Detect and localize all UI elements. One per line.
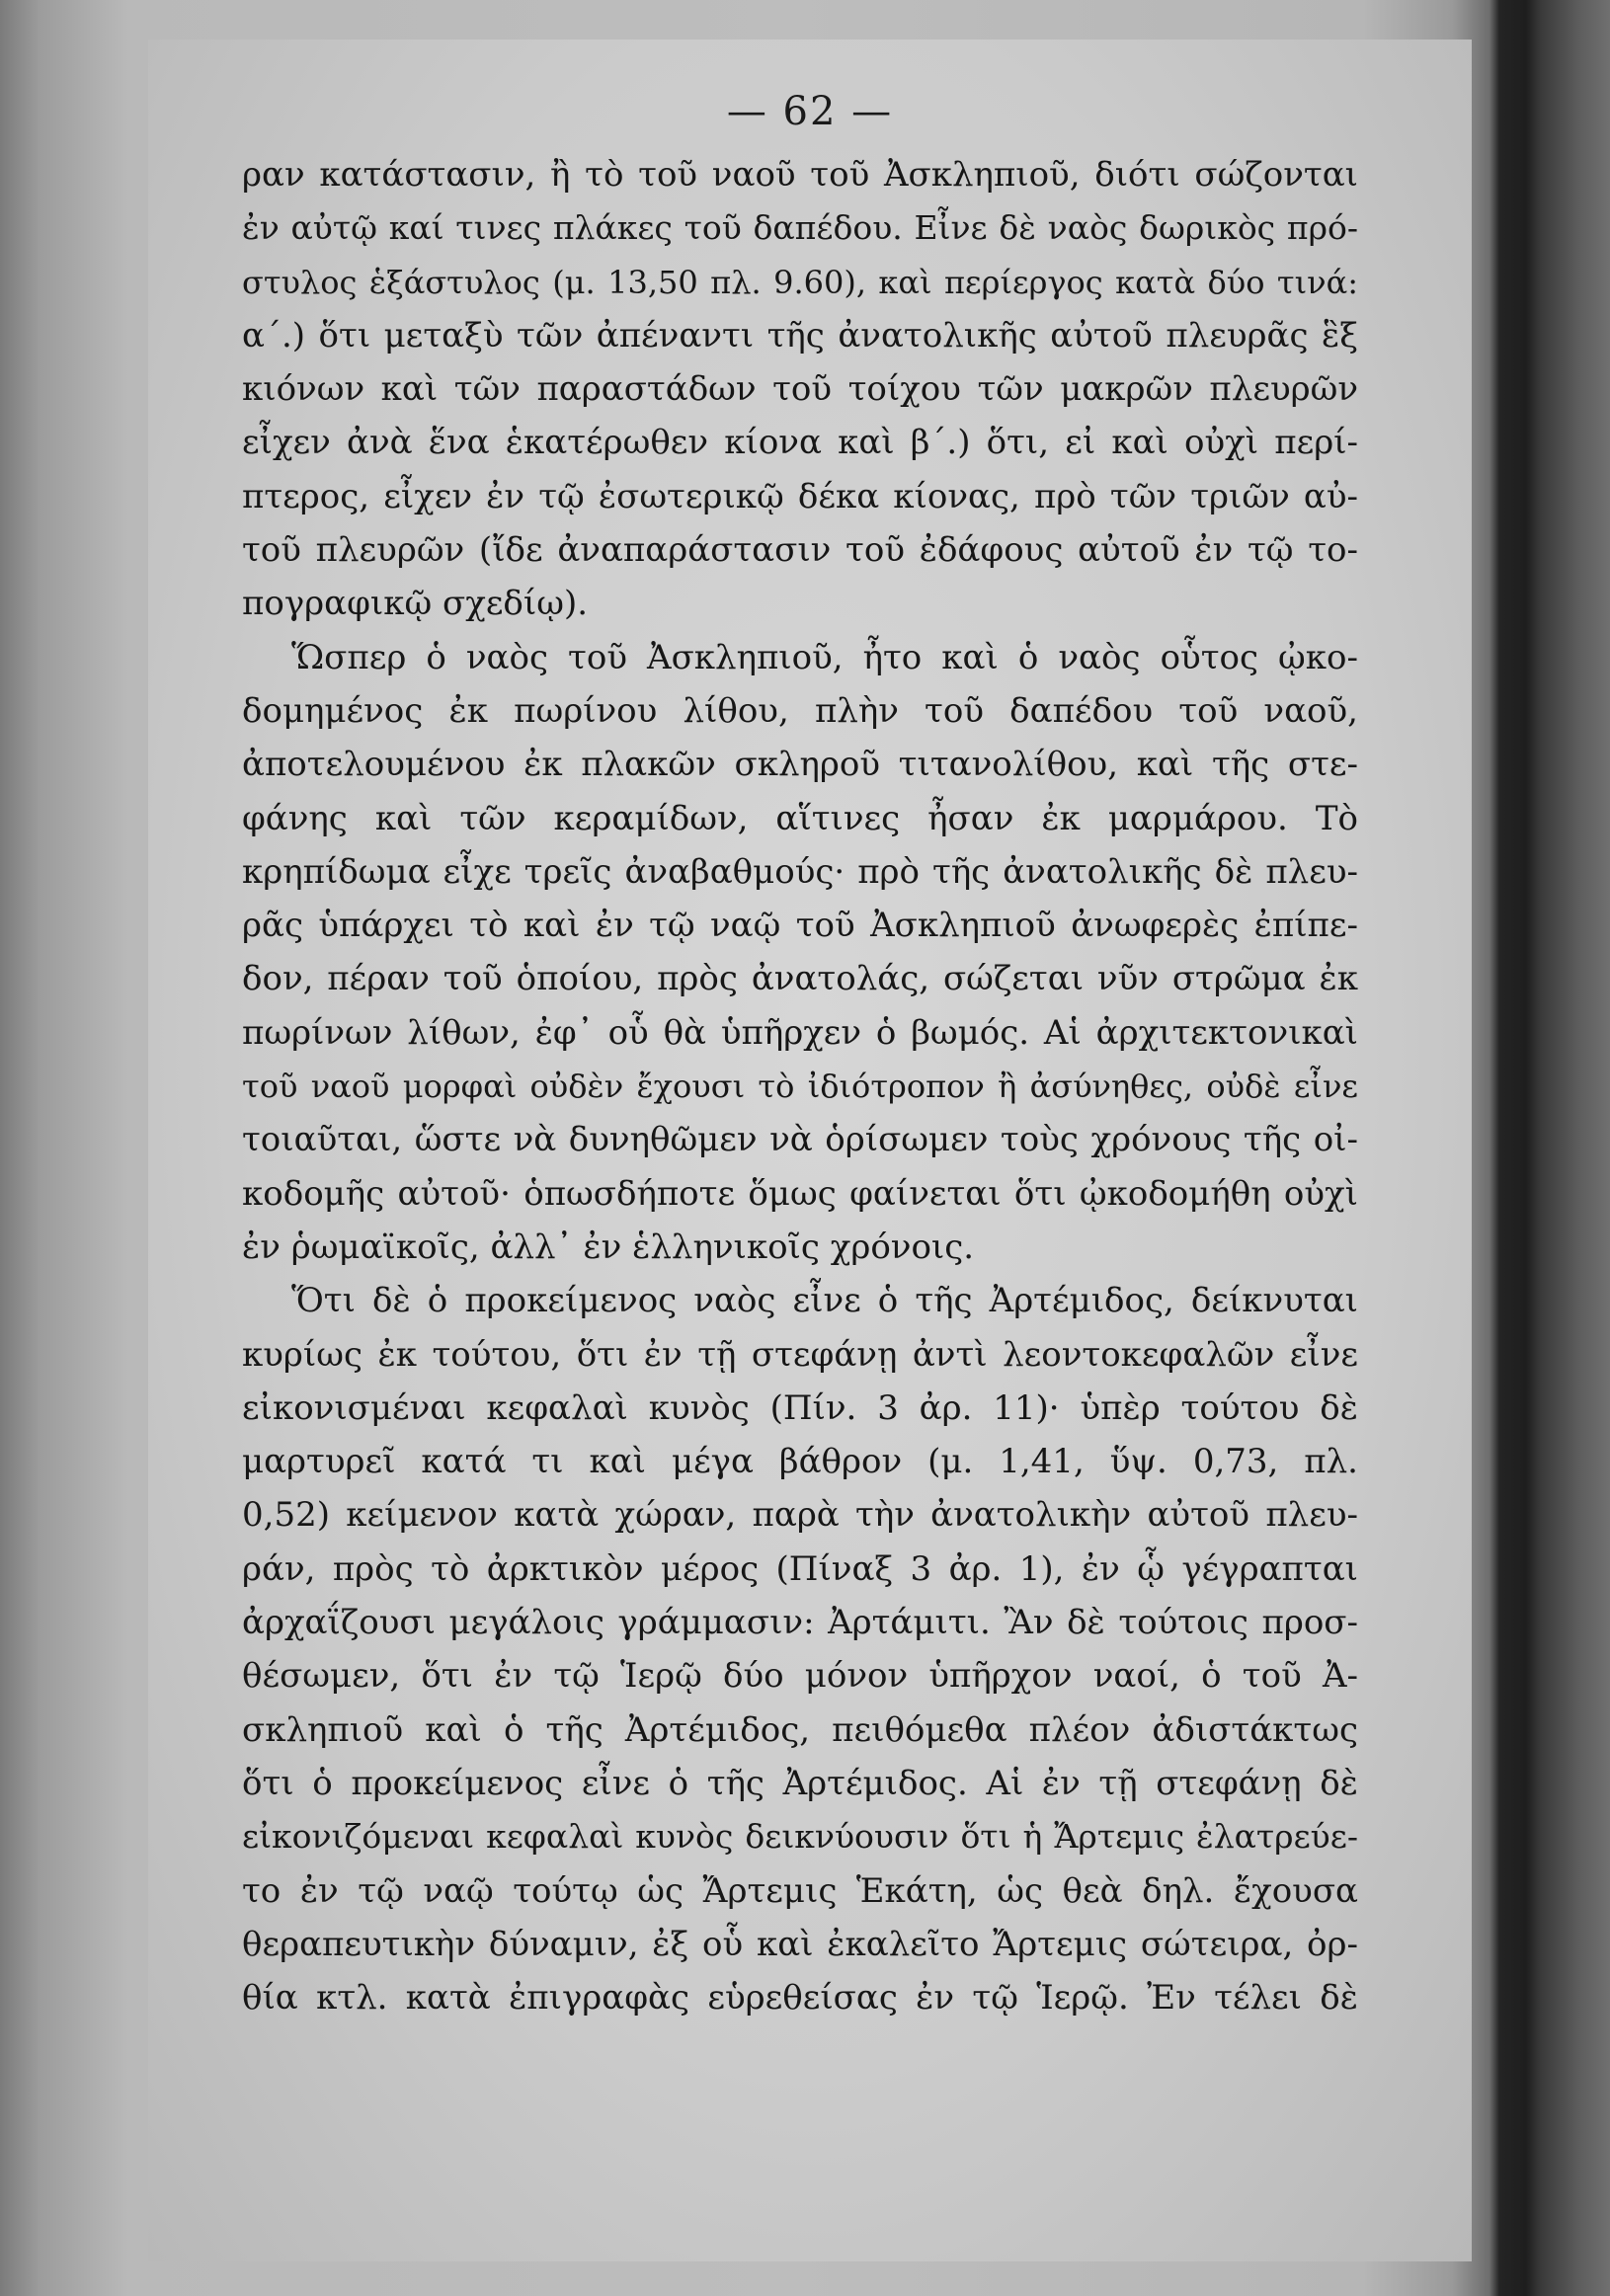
text-line: κοδομῆς αὐτοῦ· ὁπωσδήποτε ὅμως φαίνεται ὅτι ᾠκοδομήθη οὐχὶ (242, 1173, 1358, 1214)
text-line: ραν κατάστασιν, ἢ τὸ τοῦ ναοῦ τοῦ Ἀσκληπιοῦ, διότι σώζονται (242, 155, 1358, 195)
page-sheet (148, 40, 1472, 2261)
text-line: ὅτι ὁ προκείμενος εἶνε ὁ τῆς Ἀρτέμιδος. Αἱ ἐν τῇ στεφάνῃ δὲ (242, 1763, 1358, 1803)
text-line: το ἐν τῷ ναῷ τούτῳ ὡς Ἄρτεμις Ἑκάτη, ὡς θεὰ δηλ. ἔχουσα (242, 1870, 1358, 1911)
text-line: εἰκονισμέναι κεφαλαὶ κυνὸς (Πίν. 3 ἀρ. 11)· ὑπὲρ τούτου δὲ (242, 1387, 1358, 1428)
text-line: πωρίνων λίθων, ἐφ᾽ οὗ θὰ ὑπῆρχεν ὁ βωμός. Αἱ ἀρχιτεκτονικαὶ (242, 1012, 1358, 1053)
text-line: τοιαῦται, ὥστε νὰ δυνηθῶμεν νὰ ὁρίσωμεν τοὺς χρόνους τῆς οἰ- (242, 1120, 1358, 1160)
text-line: εἰκονιζόμεναι κεφαλαὶ κυνὸς δεικνύουσιν ὅτι ἡ Ἄρτεμις ἐλατρεύε- (242, 1817, 1358, 1857)
page-number: — 62 — (726, 89, 894, 134)
body-text (242, 148, 1358, 2024)
text-line: στυλος ἑξάστυλος (μ. 13,50 πλ. 9.60), καὶ περίεργος κατὰ δύο τινά: (242, 263, 1358, 301)
text-line: Ὅτι δὲ ὁ προκείμενος ναὸς εἶνε ὁ τῆς Ἀρτέμιδος, δείκνυται (291, 1281, 1358, 1321)
text-line: εἶχεν ἀνὰ ἕνα ἑκατέρωθεν κίονα καὶ β΄.) ὅτι, εἰ καὶ οὐχὶ περί- (242, 423, 1358, 463)
text-line: ἀποτελουμένου ἐκ πλακῶν σκληροῦ τιτανολίθου, καὶ τῆς στε- (242, 745, 1358, 785)
text-line: ρᾶς ὑπάρχει τὸ καὶ ἐν τῷ ναῷ τοῦ Ἀσκληπιοῦ ἀνωφερὲς ἐπίπε- (242, 906, 1358, 946)
text-line: κυρίως ἐκ τούτου, ὅτι ἐν τῇ στεφάνῃ ἀντὶ λεοντοκεφαλῶν εἶνε (242, 1334, 1358, 1375)
text-line: τοῦ πλευρῶν (ἴδε ἀναπαράστασιν τοῦ ἐδάφους αὐτοῦ ἐν τῷ το- (242, 530, 1358, 571)
text-line: τοῦ ναοῦ μορφαὶ οὐδὲν ἔχουσι τὸ ἰδιότροπον ἢ ἀσύνηθες, οὐδὲ εἶνε (242, 1068, 1358, 1106)
text-line: 0,52) κείμενον κατὰ χώραν, παρὰ τὴν ἀνατολικὴν αὐτοῦ πλευ- (242, 1495, 1358, 1536)
text-line: σκληπιοῦ καὶ ὁ τῆς Ἀρτέμιδος, πειθόμεθα πλέον ἀδιστάκτως (242, 1709, 1358, 1750)
text-line: θέσωμεν, ὅτι ἐν τῷ Ἱερῷ δύο μόνον ὑπῆρχον ναοί, ὁ τοῦ Ἀ- (242, 1656, 1358, 1697)
text-line: ράν, πρὸς τὸ ἀρκτικὸν μέρος (Πίναξ 3 ἀρ. 1), ἐν ᾧ γέγραπται (242, 1548, 1358, 1589)
text-line: φάνης καὶ τῶν κεραμίδων, αἵτινες ἦσαν ἐκ μαρμάρου. Τὸ (242, 798, 1358, 838)
text-line: πογραφικῷ σχεδίῳ). (242, 584, 589, 624)
text-line: πτερος, εἶχεν ἐν τῷ ἐσωτερικῷ δέκα κίονας, πρὸ τῶν τριῶν αὐ- (242, 476, 1358, 516)
text-line: θεραπευτικὴν δύναμιν, ἐξ οὗ καὶ ἐκαλεῖτο Ἄρτεμις σώτειρα, ὀρ- (242, 1924, 1358, 1964)
text-line: κιόνων καὶ τῶν παραστάδων τοῦ τοίχου τῶν μακρῶν πλευρῶν (242, 369, 1358, 410)
text-line: μαρτυρεῖ κατά τι καὶ μέγα βάθρον (μ. 1,41, ὕψ. 0,73, πλ. (242, 1442, 1358, 1482)
text-line: δομημένος ἐκ πωρίνου λίθου, πλὴν τοῦ δαπέδου τοῦ ναοῦ, (242, 690, 1358, 731)
text-line: ἀρχαΐζουσι μεγάλοις γράμμασιν: Ἀρτάμιτι. Ἂν δὲ τούτοις προσ- (242, 1603, 1358, 1643)
text-line: θία κτλ. κατὰ ἐπιγραφὰς εὑρεθείσας ἐν τῷ Ἱερῷ. Ἐν τέλει δὲ (242, 1978, 1358, 2019)
text-line: κρηπίδωμα εἶχε τρεῖς ἀναβαθμούς· πρὸ τῆς ἀνατολικῆς δὲ πλευ- (242, 851, 1358, 892)
text-line: ἐν ῥωμαϊκοῖς, ἀλλ᾽ ἐν ἑλληνικοῖς χρόνοις. (242, 1227, 975, 1267)
text-line: α΄.) ὅτι μεταξὺ τῶν ἀπέναντι τῆς ἀνατολικῆς αὐτοῦ πλευρᾶς ἓξ (242, 315, 1358, 356)
text-line: δον, πέραν τοῦ ὁποίου, πρὸς ἀνατολάς, σώζεται νῦν στρῶμα ἐκ (242, 959, 1358, 999)
text-line: Ὥσπερ ὁ ναὸς τοῦ Ἀσκληπιοῦ, ἦτο καὶ ὁ ναὸς οὗτος ᾠκο- (291, 637, 1358, 677)
text-line: ἐν αὐτῷ καί τινες πλάκες τοῦ δαπέδου. Εἶνε δὲ ναὸς δωρικὸς πρό- (242, 208, 1358, 248)
